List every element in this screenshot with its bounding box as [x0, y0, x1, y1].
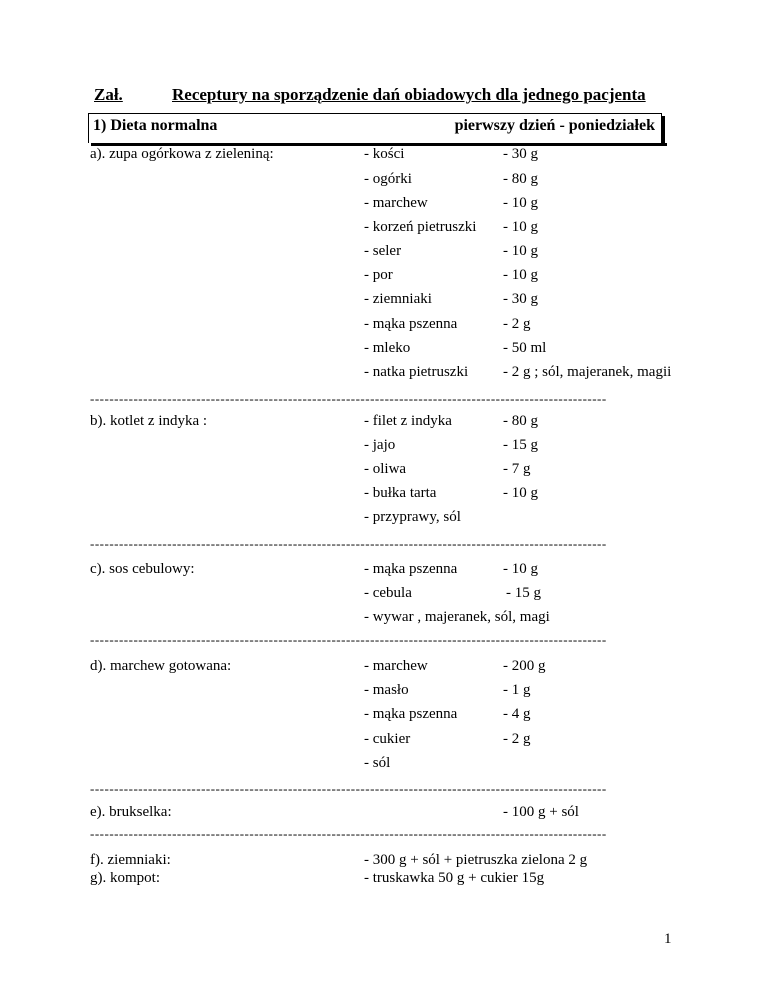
quantity: - 10 g: [503, 243, 538, 259]
ingredient: - mąka pszenna: [364, 706, 458, 722]
ingredient: - cebula: [364, 585, 412, 601]
ingredient: - seler: [364, 243, 402, 259]
box-shadow-right: [662, 116, 665, 145]
diet-header-box: [88, 113, 662, 143]
attachment-label: Zał.: [94, 85, 123, 104]
dish-a: a). zupa ogórkowa z zieleniną:: [90, 146, 274, 162]
ingredient: - wywar , majeranek, sól, magi: [364, 609, 550, 625]
ingredient: - bułka tarta: [364, 485, 437, 501]
quantity: - 50 ml: [503, 340, 547, 356]
dish-d: d). marchew gotowana:: [90, 658, 232, 674]
ingredient: - filet z indyka: [364, 413, 452, 429]
dish-b: b). kotlet z indyka :: [90, 413, 208, 429]
ingredient: - truskawka 50 g + cukier 15g: [364, 870, 545, 886]
separator-line: -----------------------------------------------------------------------------------------------------------: [90, 634, 607, 646]
ingredient: - mleko: [364, 340, 411, 356]
quantity: - 100 g + sól: [503, 804, 579, 820]
ingredient: - marchew: [364, 195, 428, 211]
quantity: - 2 g ; sól, majeranek, magii: [503, 364, 672, 380]
ingredient: - jajo: [364, 437, 396, 453]
quantity: - 4 g: [503, 706, 531, 722]
ingredient: - ogórki: [364, 171, 412, 187]
quantity: - 15 g: [503, 437, 538, 453]
separator-line: -----------------------------------------------------------------------------------------------------------: [90, 783, 607, 795]
dish-g: g). kompot:: [90, 870, 160, 886]
ingredient: - przyprawy, sól: [364, 509, 461, 525]
ingredient: - masło: [364, 682, 409, 698]
document-header: [94, 85, 674, 107]
quantity: - 30 g: [503, 146, 538, 162]
quantity: - 30 g: [503, 291, 538, 307]
quantity: - 200 g: [503, 658, 546, 674]
separator-line: -----------------------------------------------------------------------------------------------------------: [90, 828, 607, 840]
diet-day: pierwszy dzień - poniedziałek: [454, 117, 655, 134]
quantity: - 10 g: [503, 219, 538, 235]
ingredient: - korzeń pietruszki: [364, 219, 477, 235]
document-title: Receptury na sporządzenie dań obiadowych dla jednego pacjenta: [172, 85, 646, 104]
quantity: - 2 g: [503, 316, 531, 332]
ingredient: - por: [364, 267, 393, 283]
ingredient: - 300 g + sól + pietruszka zielona 2 g: [364, 852, 588, 868]
quantity: - 10 g: [503, 485, 538, 501]
ingredient: - marchew: [364, 658, 428, 674]
dish-f: f). ziemniaki:: [90, 852, 171, 868]
page-number: 1: [664, 931, 672, 947]
diet-name: 1) Dieta normalna: [93, 117, 218, 134]
ingredient: - mąka pszenna: [364, 561, 458, 577]
ingredient: - ziemniaki: [364, 291, 432, 307]
quantity: - 10 g: [503, 195, 538, 211]
ingredient: - oliwa: [364, 461, 407, 477]
ingredient: - natka pietruszki: [364, 364, 469, 380]
ingredient: - sól: [364, 755, 391, 771]
quantity: - 10 g: [503, 561, 538, 577]
dish-c: c). sos cebulowy:: [90, 561, 195, 577]
quantity: - 1 g: [503, 682, 531, 698]
ingredient: - kości: [364, 146, 405, 162]
quantity: - 2 g: [503, 731, 531, 747]
separator-line: -----------------------------------------------------------------------------------------------------------: [90, 393, 607, 405]
quantity: - 10 g: [503, 267, 538, 283]
dish-e: e). brukselka:: [90, 804, 172, 820]
ingredient: - mąka pszenna: [364, 316, 458, 332]
quantity: - 15 g: [506, 585, 541, 601]
separator-line: -----------------------------------------------------------------------------------------------------------: [90, 538, 607, 550]
quantity: - 80 g: [503, 413, 538, 429]
quantity: - 80 g: [503, 171, 538, 187]
quantity: - 7 g: [503, 461, 531, 477]
ingredient: - cukier: [364, 731, 411, 747]
